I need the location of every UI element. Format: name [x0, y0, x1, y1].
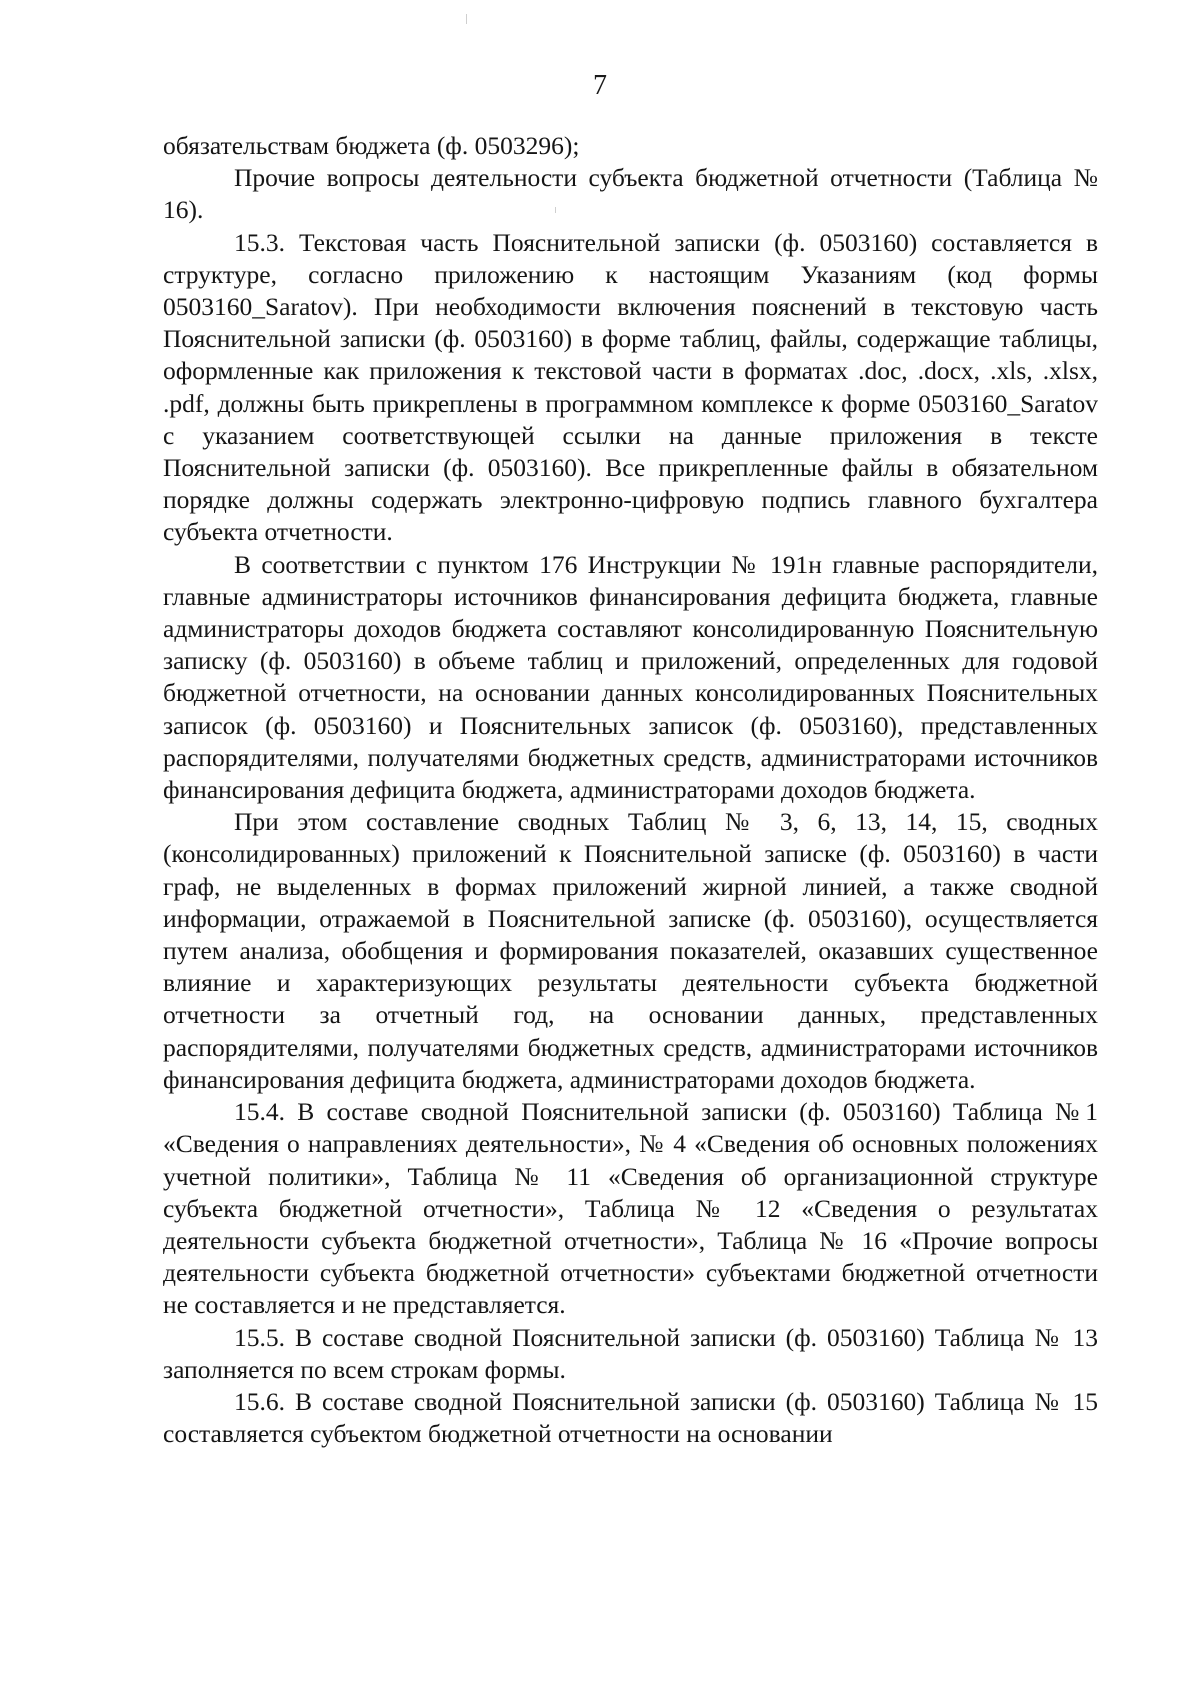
- paragraph: При этом составление сводных Таблиц № 3, 6, 13, 14, 15, сводных (консолидированных) приложений к Пояснительной записке (ф. 0503160) в части граф, не выделенных в формах приложений жирной линией, а также сводной информации, отражаемой в Пояснительной записке (ф. 0503160), осуществляется путем анализа, обобщения и формирования показателей, оказавших существенное влияние и характеризующих результаты деятельности субъекта бюджетной отчетности за отчетный год, на основании данных, представленных распорядителями, получателями бюджетных средств, администраторами источников финансирования дефицита бюджета, администраторами доходов бюджета.: [163, 807, 1098, 1094]
- scan-mark: [466, 14, 467, 24]
- paragraph: обязательствам бюджета (ф. 0503296);: [163, 131, 580, 160]
- paragraph: Прочие вопросы деятельности субъекта бюджетной отчетности (Таблица № 16).: [163, 163, 1098, 225]
- paragraph: 15.6. В составе сводной Пояснительной записки (ф. 0503160) Таблица № 15 составляется субъектом бюджетной отчетности на основании: [163, 1386, 1098, 1449]
- page-number: 7: [593, 70, 607, 101]
- paragraph: 15.5. В составе сводной Пояснительной записки (ф. 0503160) Таблица № 13 заполняется по всем строкам формы.: [163, 1322, 1098, 1384]
- paragraph: 15.3. Текстовая часть Пояснительной записки (ф. 0503160) составляется в структуре, согласно приложению к настоящим Указаниям (код формы 0503160_Saratov). При необходимости включения пояснений в текстовую часть Пояснительной записки (ф. 0503160) в форме таблиц, файлы, содержащие таблицы, оформленные как приложения к текстовой части в форматах .doc, .docx, .xls, .xlsx, .pdf, должны быть прикреплены в программном комплексе к форме 0503160_Saratov с указанием соответствующей ссылки на данные приложения в тексте Пояснительной записки (ф. 0503160). Все прикрепленные файлы в обязательном порядке должны содержать электронно-цифровую подпись главного бухгалтера субъекта отчетности.: [163, 227, 1098, 547]
- paragraph: В соответствии с пунктом 176 Инструкции № 191н главные распорядители, главные администраторы источников финансирования дефицита бюджета, главные администраторы доходов бюджета составляют консолидированную Пояснительную записку (ф. 0503160) в объеме таблиц и приложений, определенных для годовой бюджетной отчетности, на основании данных консолидированных Пояснительных записок (ф. 0503160) и Пояснительных записок (ф. 0503160), представленных распорядителями, получателями бюджетных средств, администраторами источников финансирования дефицита бюджета, администраторами доходов бюджета.: [163, 549, 1098, 805]
- paragraph: 15.4. В составе сводной Пояснительной записки (ф. 0503160) Таблица №1 «Сведения о направлениях деятельности», № 4 «Сведения об основных положениях учетной политики», Таблица № 11 «Сведения об организационной структуре субъекта бюджетной отчетности», Таблица № 12 «Сведения о результатах деятельности субъекта бюджетной отчетности», Таблица № 16 «Прочие вопросы деятельности субъекта бюджетной отчетности» субъектами бюджетной отчетности не составляется и не представляется.: [163, 1097, 1098, 1320]
- document-body: [163, 130, 1098, 1450]
